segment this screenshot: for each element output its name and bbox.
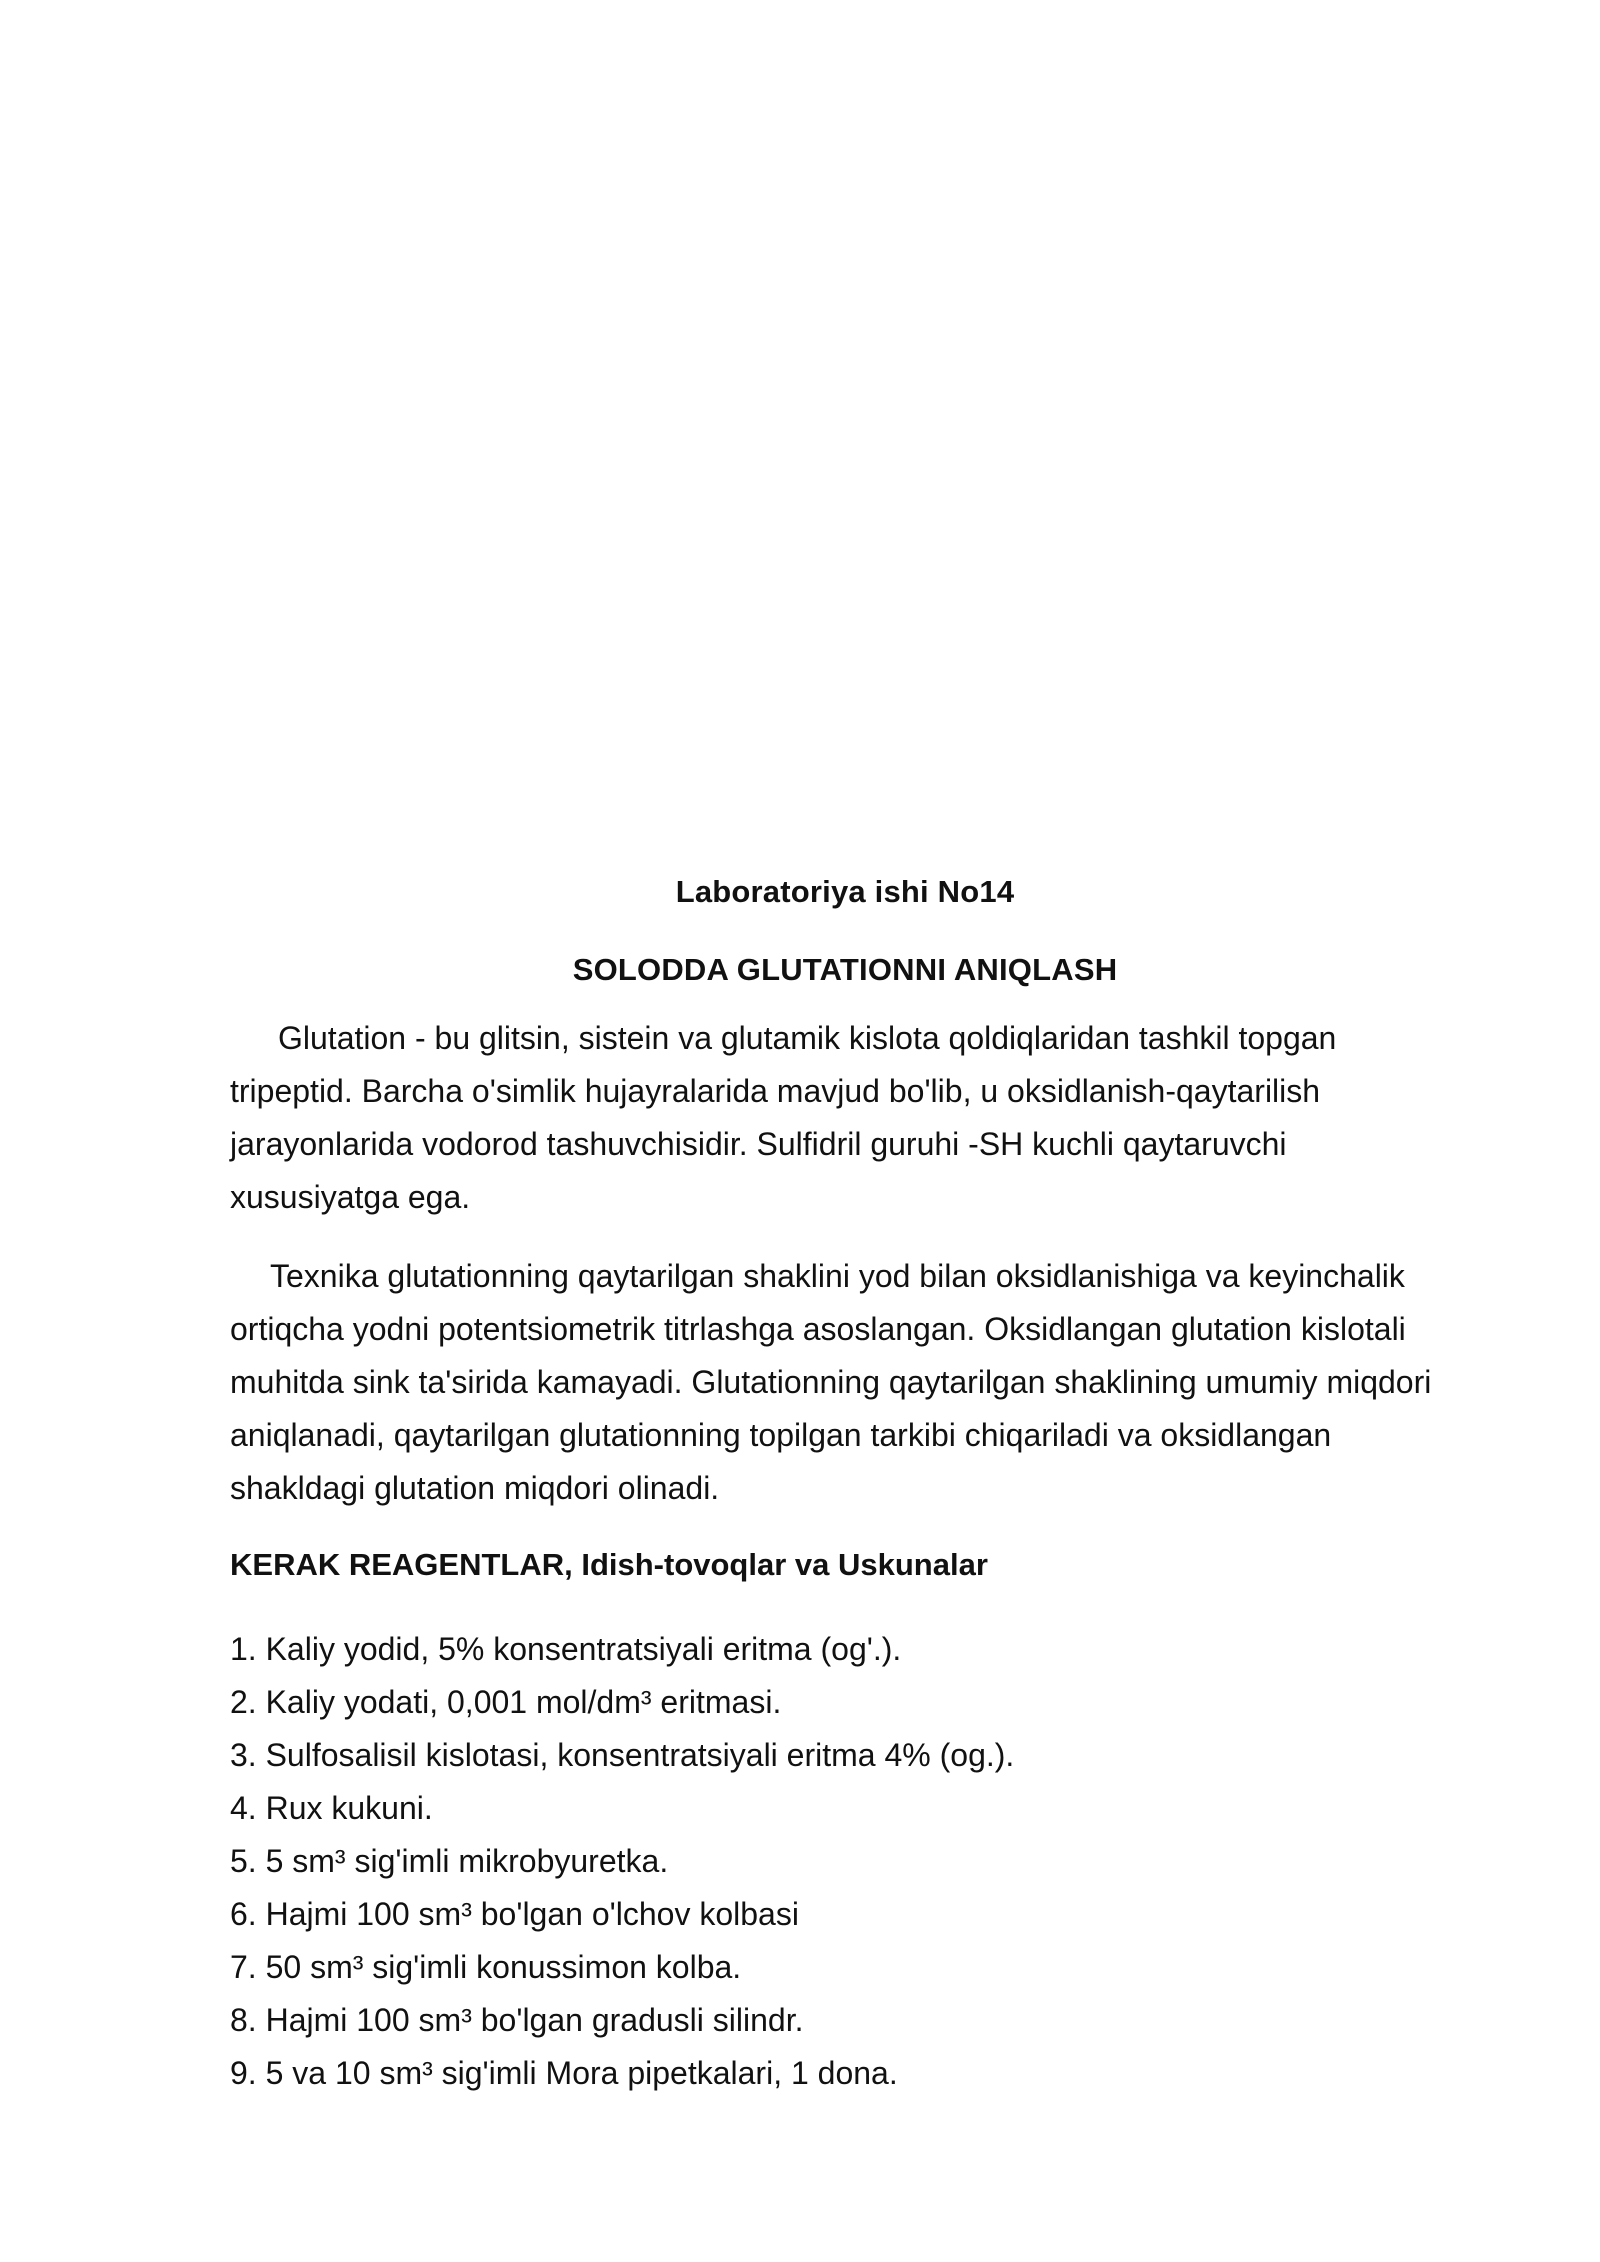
document-title: Laboratoriya ishi No14 <box>675 874 1015 909</box>
list-item: 9. 5 va 10 sm³ sig'imli Mora pipetkalari, 1 dona. <box>230 2055 898 2091</box>
list-item: 3. Sulfosalisil kislotasi, konsentratsiyali eritma 4% (og.). <box>230 1737 1015 1773</box>
list-item: 4. Rux kukuni. <box>230 1790 433 1826</box>
document-content <box>230 872 1460 2100</box>
reagent-list <box>230 1623 1460 2100</box>
document-subtitle: SOLODDA GLUTATIONNI ANIQLASH <box>572 952 1118 987</box>
list-item: 7. 50 sm³ sig'imli konussimon kolba. <box>230 1949 742 1985</box>
intro-paragraph: Glutation - bu glitsin, sistein va glutamik kislota qoldiqlaridan tashkil topgan tripeptid. Barcha o'simlik hujayralarida mavjud bo'lib, u oksidlanish-qaytarilish jarayonlarida vodorod tashuvchisidir. Sulfidril guruhi -SH kuchli qaytaruvchi xususiyatga ega. <box>230 1020 1337 1215</box>
method-paragraph: Texnika glutationning qaytarilgan shaklini yod bilan oksidlanishiga va keyinchalik ortiqcha yodni potentsiometrik titrlashga asoslangan. Oksidlangan glutation kislotali muhitda sink ta'sirida kamayadi. Glutationning qaytarilgan shaklining umumiy miqdori aniqlanadi, qaytarilgan glutationning topilgan tarkibi chiqariladi va oksidlangan shakldagi glutation miqdori olinadi. <box>230 1258 1432 1506</box>
list-item: 6. Hajmi 100 sm³ bo'lgan o'lchov kolbasi <box>230 1896 799 1932</box>
list-item: 8. Hajmi 100 sm³ bo'lgan gradusli silindr. <box>230 2002 804 2038</box>
list-item: 1. Kaliy yodid, 5% konsentratsiyali eritma (og'.). <box>230 1631 902 1667</box>
list-item: 5. 5 sm³ sig'imli mikrobyuretka. <box>230 1843 669 1879</box>
section-heading: KERAK REAGENTLAR, Idish-tovoqlar va Uskunalar <box>230 1547 988 1582</box>
list-item: 2. Kaliy yodati, 0,001 mol/dm³ eritmasi. <box>230 1684 782 1720</box>
